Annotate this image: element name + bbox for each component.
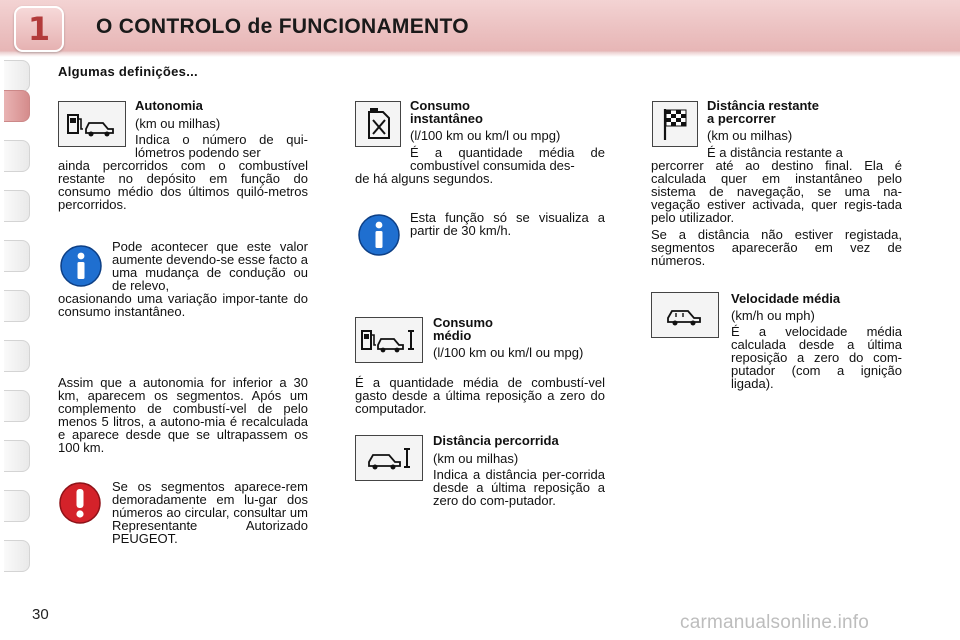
side-tab-strip bbox=[0, 60, 34, 580]
distancia-percorrida-title: Distância percorrida bbox=[433, 433, 559, 448]
distancia-restante-text: percorrer até ao destino final. Ela é calculada quer em instantâneo pelo sistema de navegação, se uma na-vegação estiver activada, quer regis-tada pelo utilizador. bbox=[651, 158, 902, 225]
distancia-restante-text-2: Se a distância não estiver registada, segmentos aparecerão em vez de números. bbox=[651, 227, 902, 268]
section-title: Algumas definições... bbox=[58, 64, 198, 79]
distancia-percorrida-unit: (km ou milhas) bbox=[433, 451, 519, 466]
consumo-instantaneo-title-2: instantâneo bbox=[410, 111, 483, 126]
info-icon bbox=[58, 243, 104, 289]
segments-text: Assim que a autonomia for inferior a 30 km, aparecem os segmentos. Após um complemento de combustí-vel de pelo menos 5 litros, a autono-mia é recalculada e aparece desde que se ultrapassem os 100 km. bbox=[58, 375, 308, 455]
consumo-instantaneo-title-1: Consumo bbox=[410, 98, 470, 113]
autonomia-unit: (km ou milhas) bbox=[135, 116, 221, 131]
velocidade-media-unit: (km/h ou mph) bbox=[731, 308, 815, 323]
car-speed-icon bbox=[651, 292, 719, 338]
autonomia-text-indent: Indica o número de qui-lómetros podendo ser bbox=[135, 132, 308, 160]
side-tab[interactable] bbox=[4, 490, 30, 522]
consumo-medio-title-1: Consumo bbox=[433, 315, 493, 330]
fuel-can-icon bbox=[355, 101, 401, 147]
exclamation-icon bbox=[57, 480, 103, 526]
info-note-30kmh: Esta função só se visualiza a partir de 30 km/h. bbox=[410, 210, 605, 238]
autonomia-text: ainda percorridos com o combustível restante no depósito em função do consumo médio dos últimos quiló-metros percorridos. bbox=[58, 158, 308, 212]
side-tab[interactable] bbox=[4, 60, 30, 92]
page-title: O CONTROLO de FUNCIONAMENTO bbox=[96, 15, 469, 38]
distancia-restante-title-2: a percorrer bbox=[707, 111, 776, 126]
fuel-pump-car-icon bbox=[58, 101, 126, 147]
car-distance-icon bbox=[355, 435, 423, 481]
consumo-instantaneo-unit: (l/100 km ou km/l ou mpg) bbox=[410, 128, 561, 143]
distancia-percorrida-text: Indica a distância per-corrida desde a última reposição a zero do com-putador. bbox=[433, 467, 605, 508]
watermark: carmanualsonline.info bbox=[680, 612, 870, 633]
side-tab-active[interactable] bbox=[4, 90, 30, 122]
side-tab[interactable] bbox=[4, 240, 30, 272]
checkered-flag-icon bbox=[652, 101, 698, 147]
consumo-instantaneo-text: de há alguns segundos. bbox=[355, 171, 494, 186]
side-tab[interactable] bbox=[4, 440, 30, 472]
side-tab[interactable] bbox=[4, 290, 30, 322]
side-tab[interactable] bbox=[4, 190, 30, 222]
consumo-medio-title-2: médio bbox=[433, 328, 472, 343]
chapter-badge: 1 bbox=[14, 6, 64, 52]
consumo-medio-unit: (l/100 km ou km/l ou mpg) bbox=[433, 345, 584, 360]
fuel-pump-car-gauge-icon bbox=[355, 317, 423, 363]
distancia-restante-unit: (km ou milhas) bbox=[707, 128, 793, 143]
info-icon bbox=[356, 212, 402, 258]
autonomia-title: Autonomia bbox=[135, 98, 203, 113]
warning-note-text: Se os segmentos aparece-rem demoradamente em lu-gar dos números ao circular, consultar um Representante Autorizado PEUGEOT. bbox=[112, 479, 308, 546]
velocidade-media-text: É a velocidade média calculada desde a última reposição a zero do com-putador (com a ignição ligada). bbox=[731, 324, 902, 391]
info-note-text: ocasionando uma variação impor-tante do consumo instantâneo. bbox=[58, 291, 308, 319]
page-number: 30 bbox=[32, 606, 49, 623]
side-tab[interactable] bbox=[4, 390, 30, 422]
side-tab[interactable] bbox=[4, 140, 30, 172]
consumo-medio-text: É a quantidade média de combustí-vel gasto desde a última reposição a zero do computador. bbox=[355, 375, 605, 416]
distancia-restante-text-indent: É a distância restante a bbox=[707, 145, 843, 160]
info-note-text-indent: Pode acontecer que este valor aumente devendo-se esse facto a uma mudança de condução ou de relevo, bbox=[112, 239, 308, 293]
distancia-restante-title-1: Distância restante bbox=[707, 98, 819, 113]
consumo-instantaneo-text-indent: É a quantidade média de combustível consumida des- bbox=[410, 145, 605, 173]
side-tab[interactable] bbox=[4, 340, 30, 372]
side-tab[interactable] bbox=[4, 540, 30, 572]
velocidade-media-title: Velocidade média bbox=[731, 291, 841, 306]
